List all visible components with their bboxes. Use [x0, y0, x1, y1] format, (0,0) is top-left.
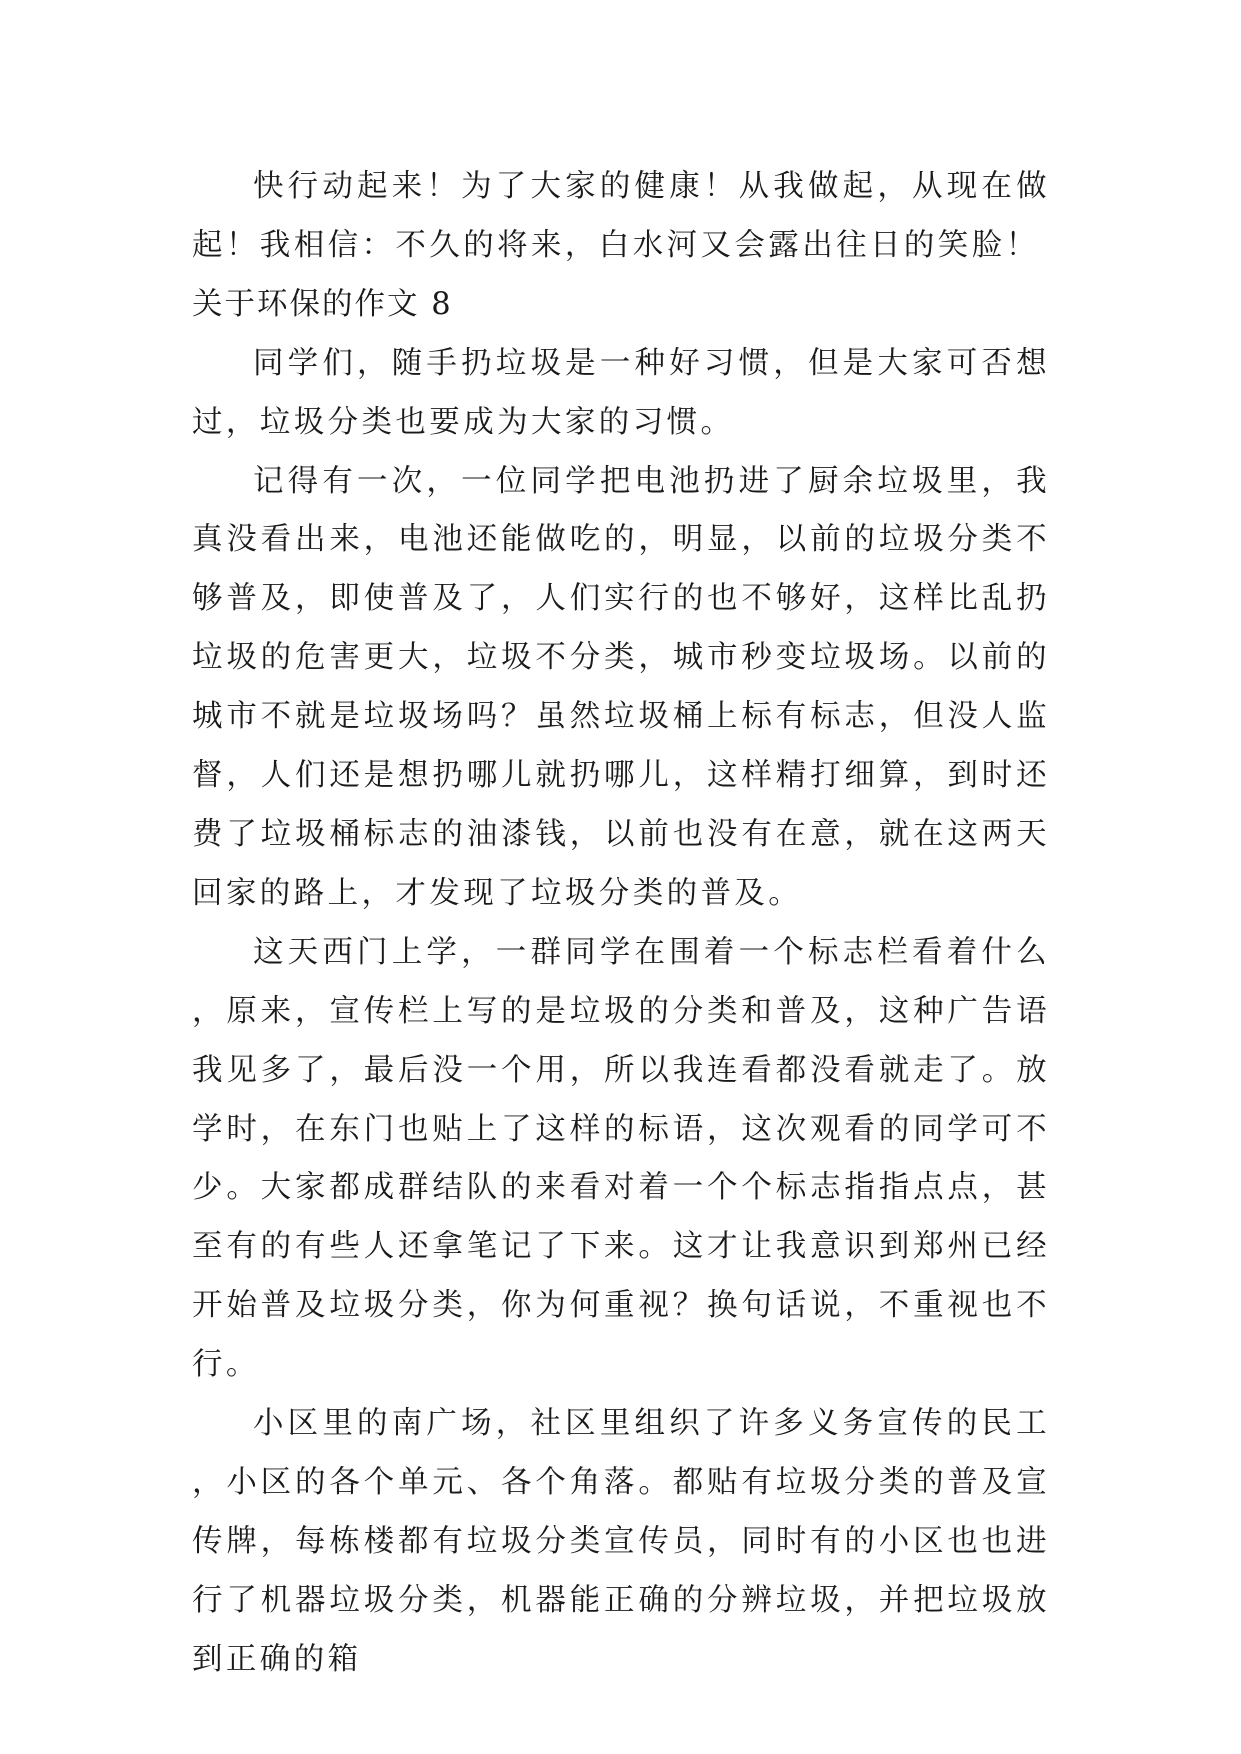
document-body — [192, 158, 1050, 1690]
paragraph-battery-story: 记得有一次，一位同学把电池扔进了厨余垃圾里，我真没看出来，电池还能做吃的，明显，以前的垃圾分类不够普及，即使普及了，人们实行的也不够好，这样比乱扔垃圾的危害更大，垃圾不分类，城市秒变垃圾场。以前的城市不就是垃圾场吗？虽然垃圾桶上标有标志，但没人监督，人们还是想扔哪儿就扔哪儿，这样精打细算，到时还费了垃圾桶标志的油漆钱，以前也没有在意，就在这两天回家的路上，才发现了垃圾分类的普及。 — [192, 463, 1050, 911]
section-heading: 关于环保的作文 8 — [192, 286, 453, 322]
paragraph-closing-call: 快行动起来！为了大家的健康！从我做起，从现在做起！我相信：不久的将来，白水河又会露出往日的笑脸！ — [192, 169, 1050, 263]
paragraph-school-gate: 这天西门上学，一群同学在围着一个标志栏看着什么，原来，宣传栏上写的是垃圾的分类和普及，这种广告语我见多了，最后没一个用，所以我连看都没看就走了。放学时，在东门也贴上了这样的标语，这次观看的同学可不少。大家都成群结队的来看对着一个个标志指指点点，甚至有的有些人还拿笔记了下来。这才让我意识到郑州已经开始普及垃圾分类，你为何重视？换句话说，不重视也不行。 — [192, 934, 1050, 1383]
paragraph-intro: 同学们，随手扔垃圾是一种好习惯，但是大家可否想过，垃圾分类也要成为大家的习惯。 — [192, 345, 1050, 440]
paragraph-community: 小区里的南广场，社区里组织了许多义务宣传的民工，小区的各个单元、各个角落。都贴有垃圾分类的普及宣传牌，每栋楼都有垃圾分类宣传员，同时有的小区也也进行了机器垃圾分类，机器能正确的分辨垃圾，并把垃圾放到正确的箱 — [192, 1406, 1050, 1677]
